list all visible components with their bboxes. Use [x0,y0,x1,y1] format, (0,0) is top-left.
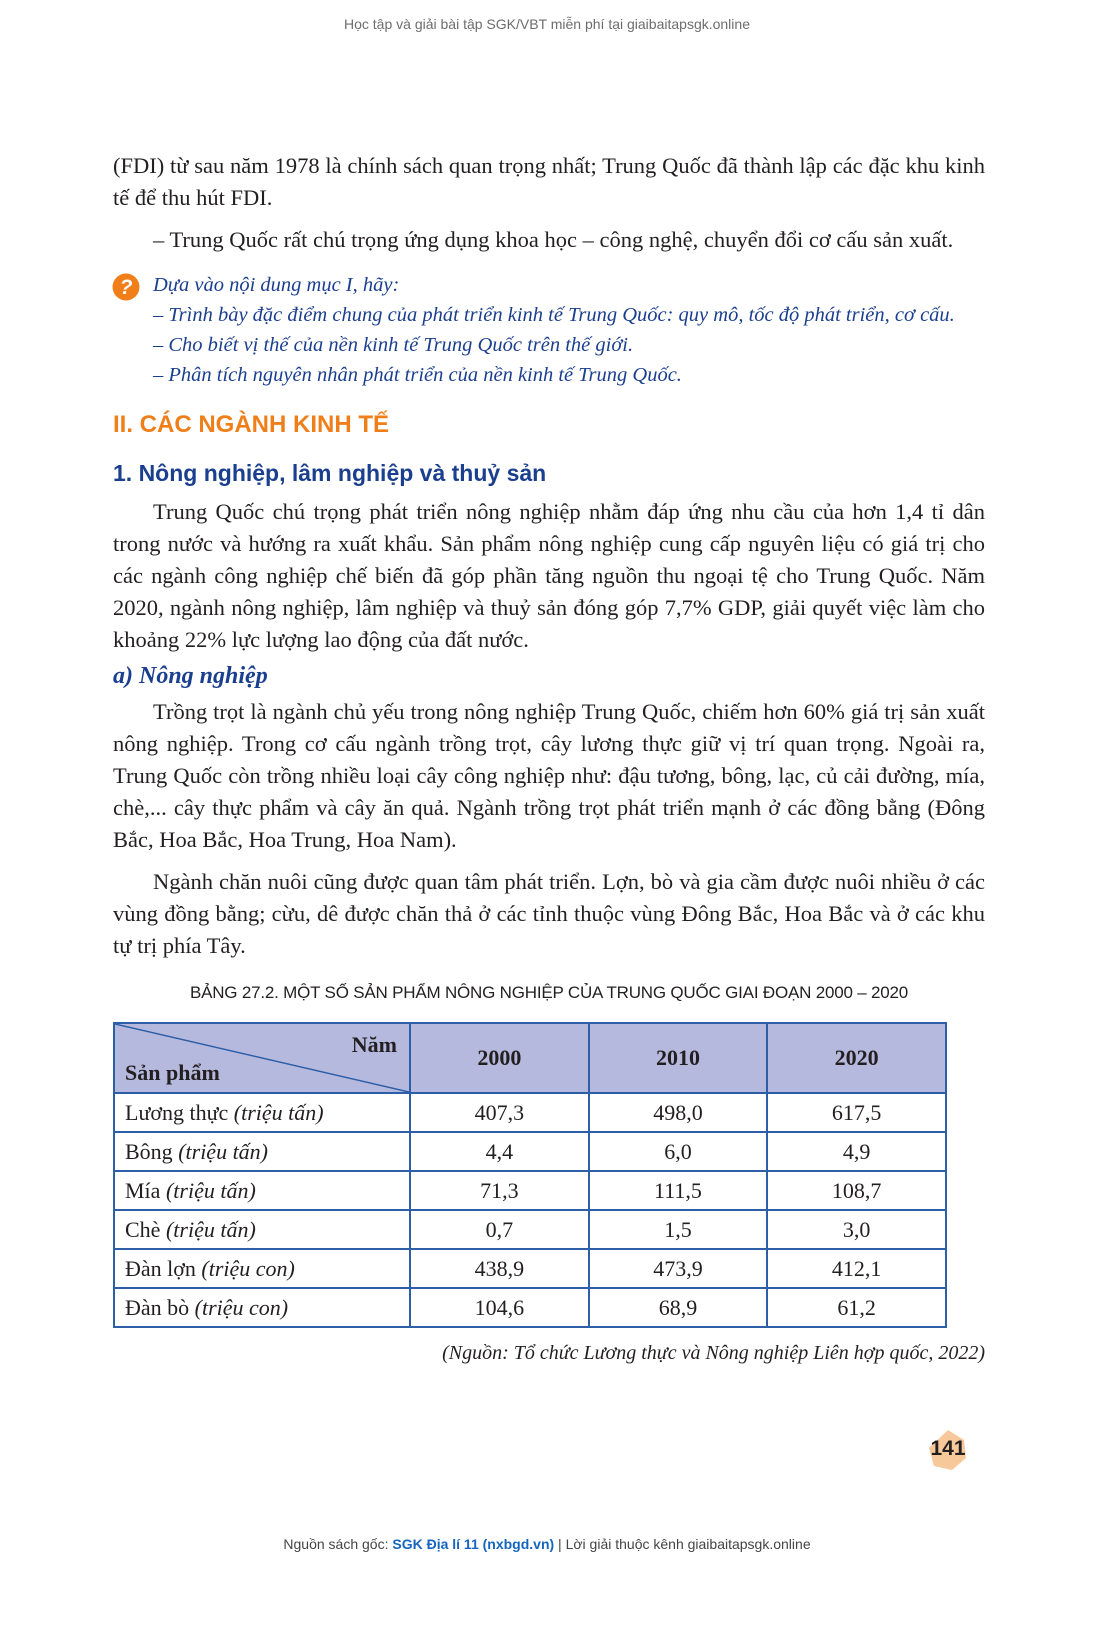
table-row [114,1288,946,1327]
agriculture-products-table [113,1022,947,1328]
question-item-1: – Trình bày đặc điểm chung của phát triển kinh tế Trung Quốc: quy mô, tốc độ phát triển, cơ cấu. [153,304,955,326]
table-cell: 473,9 [589,1249,768,1288]
table-row [114,1171,946,1210]
table-cell: 0,7 [410,1210,589,1249]
table-cell: 61,2 [767,1288,946,1327]
question-item-3: – Phân tích nguyên nhân phát triển của nền kinh tế Trung Quốc. [153,364,682,386]
question-intro: Dựa vào nội dung mục I, hãy: [153,274,400,296]
row-label: Chè (triệu tấn) [114,1210,410,1249]
section-heading: II. CÁC NGÀNH KINH TẾ [113,411,389,438]
header-corner-cell [114,1023,410,1093]
table-row [114,1210,946,1249]
table-cell: 68,9 [589,1288,768,1327]
crop-paragraph: Trồng trọt là ngành chủ yếu trong nông nghiệp Trung Quốc, chiếm hơn 60% giá trị sản xuất nông nghiệp. Trong cơ cấu ngành trồng trọt, cây lương thực giữ vị trí quan trọng. Ngoài ra, Trung Quốc còn trồng nhiều loại cây công nghiệp như: đậu tương, bông, lạc, củ cải đường, mía, chè,... cây thực phẩm và cây ăn quả. Ngành trồng trọt phát triển mạnh ở các đồng bằng (Đông Bắc, Hoa Bắc, Hoa Trung, Hoa Nam). [113,699,985,852]
header-year-2020: 2020 [767,1023,946,1093]
header-product-label: Sản phẩm [125,1060,220,1085]
svg-text:?: ? [119,276,133,299]
table-source: (Nguồn: Tổ chức Lương thực và Nông nghiệp Liên hợp quốc, 2022) [442,1342,985,1364]
table-cell: 498,0 [589,1093,768,1132]
top-watermark: Học tập và giải bài tập SGK/VBT miễn phí tại giaibaitapsgk.online [344,16,750,32]
header-year-2010: 2010 [589,1023,768,1093]
table-cell: 4,4 [410,1132,589,1171]
table-cell: 1,5 [589,1210,768,1249]
subsection-heading: 1. Nông nghiệp, lâm nghiệp và thuỷ sản [113,460,547,486]
table-cell: 108,7 [767,1171,946,1210]
table-row [114,1093,946,1132]
table-cell: 438,9 [410,1249,589,1288]
table-cell: 111,5 [589,1171,768,1210]
continued-paragraph: (FDI) từ sau năm 1978 là chính sách quan trọng nhất; Trung Quốc đã thành lập các đặc khu kinh tế để thu hút FDI. [113,153,985,210]
livestock-paragraph: Ngành chăn nuôi cũng được quan tâm phát triển. Lợn, bò và gia cầm được nuôi nhiều ở các vùng đồng bằng; cừu, dê được chăn thả ở các tỉnh thuộc vùng Đông Bắc, Hoa Bắc và ở các khu tự trị phía Tây. [113,869,985,958]
page-number-badge [926,1428,970,1472]
table-cell: 4,9 [767,1132,946,1171]
table-header-row [114,1023,946,1093]
table-row [114,1249,946,1288]
question-item-2: – Cho biết vị thế của nền kinh tế Trung Quốc trên thế giới. [153,334,634,356]
row-label: Đàn lợn (triệu con) [114,1249,410,1288]
table-cell: 6,0 [589,1132,768,1171]
row-label: Mía (triệu tấn) [114,1171,410,1210]
page-number: 141 [930,1437,966,1460]
row-label: Bông (triệu tấn) [114,1132,410,1171]
table-cell: 407,3 [410,1093,589,1132]
table-cell: 104,6 [410,1288,589,1327]
subsubsection-heading: a) Nông nghiệp [113,663,268,689]
table-title: BẢNG 27.2. MỘT SỐ SẢN PHẨM NÔNG NGHIỆP CỦA TRUNG QUỐC GIAI ĐOẠN 2000 – 2020 [189,983,909,1002]
row-label: Đàn bò (triệu con) [114,1288,410,1327]
page-content [113,150,985,1365]
header-year-label: Năm [351,1032,397,1057]
question-box [113,270,985,390]
table-cell: 412,1 [767,1249,946,1288]
table-cell: 3,0 [767,1210,946,1249]
footer-prefix: Nguồn sách gốc: [283,1536,393,1552]
header-year-2000: 2000 [410,1023,589,1093]
footer-suffix: | Lời giải thuộc kênh giaibaitapsgk.online [554,1536,811,1552]
agriculture-intro-paragraph: Trung Quốc chú trọng phát triển nông nghiệp nhằm đáp ứng nhu cầu của hơn 1,4 tỉ dân trong nước và hướng ra xuất khẩu. Sản phẩm nông nghiệp cung cấp nguyên liệu có giá trị cho các ngành công nghiệp chế biến đã góp phần tăng nguồn thu ngoại tệ cho Trung Quốc. Năm 2020, ngành nông nghiệp, lâm nghiệp và thuỷ sản đóng góp 7,7% GDP, giải quyết việc làm cho khoảng 22% lực lượng lao động của đất nước. [113,499,985,652]
bullet-paragraph: – Trung Quốc rất chú trọng ứng dụng khoa học – công nghệ, chuyển đổi cơ cấu sản xuất. [153,227,954,252]
row-label: Lương thực (triệu tấn) [114,1093,410,1132]
footer-source-link[interactable]: SGK Địa lí 11 (nxbgd.vn) [392,1536,555,1552]
table-row [114,1132,946,1171]
table-cell: 617,5 [767,1093,946,1132]
question-icon [111,272,141,302]
table-cell: 71,3 [410,1171,589,1210]
footer [0,1536,1094,1552]
